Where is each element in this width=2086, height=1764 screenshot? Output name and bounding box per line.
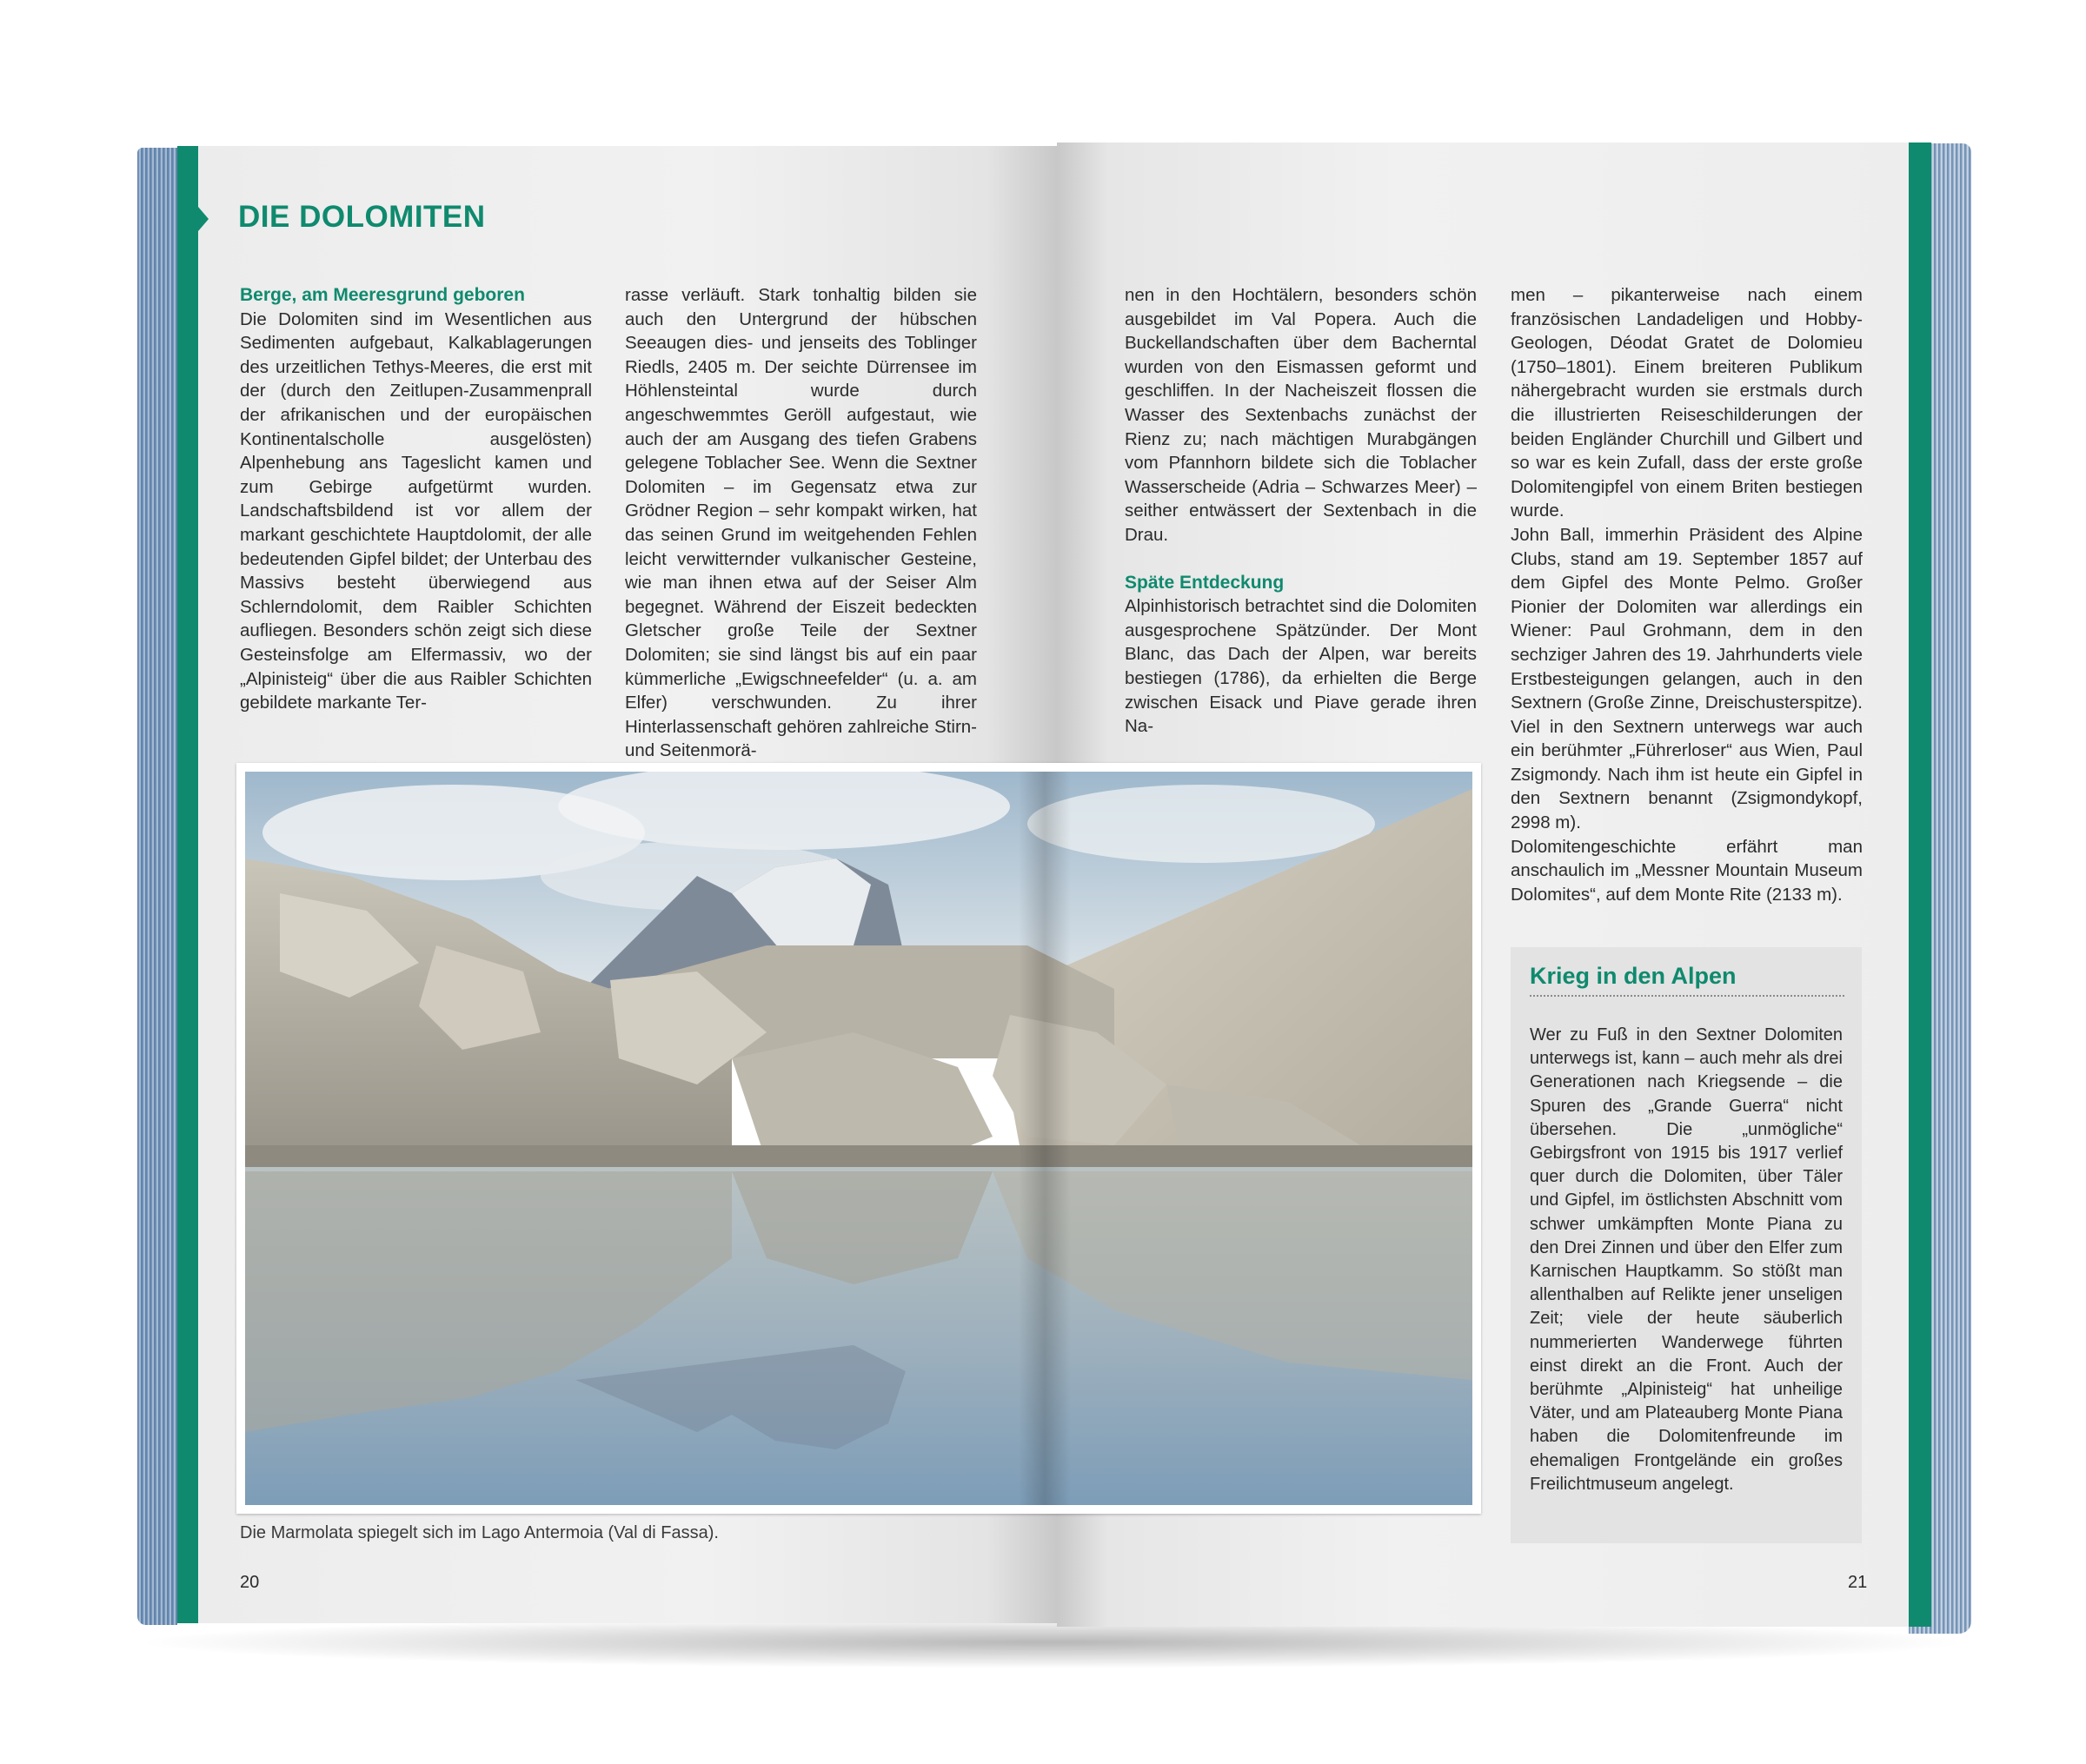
body-text-col1: Die Dolomiten sind im Wesentlichen aus Sedimenten aufgebaut, Kalkablagerungen des urzeitlichen Tethys-Meeres, die erst mit der (durch den Zeitlupen-Zusammenprall der afrikanischen und der europäischen Kontinentalscholle ausgelösten) Alpenhebung ans Tageslicht kamen und zum Gebirge aufgetürmt wurden. Landschaftsbildend ist vor allem der markant geschichtete Hauptdolomit, der alle bedeutenden Gipfel bildet; der Unterbau des Massivs besteht überwiegend aus Schlerndolomit, dem Raibler Schichten aufliegen. Besonders schön zeigt sich diese Gesteinsfolge am Elfermassiv, wo der „Alpinisteig“ über die aus Raibler Schichten gebildete markante Ter- (240, 308, 592, 713)
body-text-col4-para2: John Ball, immerhin Präsident des Alpine Clubs, stand am 19. September 1857 auf dem Gipfel des Monte Pelmo. Großer Pionier der Dolomiten war allerdings ein Wiener: Paul Grohmann, dem in den sechziger Jahren des 19. Jahrhunderts viele Erstbesteigungen gelangen, auch in den Sextnern (Große Zinne, Dreischusterspitze). Viel in den Sextnern unterwegs war auch ein berühmter „Führerloser“ aus Wien, Paul Zsigmondy. Nach ihm ist heute ein Gipfel in den Sextnern benannt (Zsigmondykopf, 2998 m). (1511, 524, 1863, 833)
body-text-col4-para1: men – pikanterweise nach einem französischen Landadeligen und Hobby-Geologen, Déodat Gratet de Dolomieu (1750–1801). Einem breiteren Publikum nähergebracht wurden sie erstmals durch die illustrierten Reiseschilderungen der beiden Engländer Churchill und Gilbert und so war es kein Zufall, dass der erste große Dolomitengipfel von einem Briten bestiegen wurde. (1511, 285, 1863, 521)
body-text-col3-part2: Alpinhistorisch betrachtet sind die Dolomiten ausgesprochene Spätzünder. Der Mont Blanc, das Dach der Alpen, war bereits bestiegen (1786), da erhielten die Berge zwischen Eisack und Piave gerade ihren Na- (1125, 596, 1477, 737)
body-text-col4-para3: Dolomitengeschichte erfährt man anschaulich im „Messner Mountain Museum Dolomites“, auf dem Monte Rite (2133 m). (1511, 836, 1863, 905)
body-text-col2: rasse verläuft. Stark tonhaltig bilden sie auch den Untergrund der hübschen Seeaugen dies- und jenseits des Toblinger Riedls, 2405 m. Der seichte Dürrensee im Höhlensteintal wurde durch angeschwemmtes Geröll aufgestaut, wie auch der am Ausgang des tiefen Grabens gelegene Toblacher See. Wenn die Sextner Dolomiten – im Gegensatz etwa zur Grödner Region – sehr kompakt wirken, hat das seinen Grund im weitgehenden Fehlen leicht verwitternder vulkanischer Gesteine, wie man ihnen etwa auf der Seiser Alm begegnet. Während der Eiszeit bedeckten Gletscher große Teile der Sextner Dolomiten; sie sind längst bis auf ein paar kümmerliche „Ewigschneefelder“ (u. a. am Elfer) verschwunden. Zu ihrer Hinterlassenschaft gehören zahlreiche Stirn- und Seitenmorä- (625, 285, 977, 761)
right-accent-band (1909, 143, 1931, 1627)
subheading-berge: Berge, am Meeresgrund geboren (240, 285, 525, 305)
infobox-title: Krieg in den Alpen (1530, 963, 1844, 997)
infobox-krieg-in-den-alpen (1511, 947, 1862, 1543)
lake-reflection-photo (245, 772, 1472, 1505)
chapter-title: DIE DOLOMITEN (238, 200, 486, 234)
subheading-spaete-entdeckung: Späte Entdeckung (1125, 572, 1285, 593)
title-marker-icon (198, 207, 209, 231)
landscape-illustration (245, 772, 1472, 1505)
infobox-text: Wer zu Fuß in den Sextner Dolomiten unterwegs ist, kann – auch mehr als drei Generationen nach Kriegsende – die Spuren des „Grande Guerra“ nicht übersehen. Die „unmögliche“ Gebirgsfront von 1915 bis 1917 verlief quer durch die Dolomiten, über Täler und Gipfel, im östlichsten Abschnitt vom schwer umkämpften Monte Piana zu den Drei Zinnen und über den Elfer zum Karnischen Hauptkamm. So stößt man allenthalben auf Relikte jener unseligen Zeit; viele der heute säuberlich nummerierten Wanderwege führten einst direkt an die Front. Auch der berühmte „Alpinisteig“ hat unheilige Väter, und am Plateauberg Monte Piana haben die Dolomitenfreunde im ehemaligen Frontgelände ein großes Freilichtmuseum angelegt. (1530, 1025, 1843, 1494)
body-text-col3-part1: nen in den Hochtälern, besonders schön ausgebildet im Val Popera. Auch die Buckellandschaften über dem Bacherntal wurden von den Eismassen geformt und geschliffen. In der Nacheiszeit flossen die Wasser des Sextenbachs zunächst der Rienz zu; nach mächtigen Murabgängen vom Pfannhorn bildete sich die Toblacher Wasserscheide (Adria – Schwarzes Meer) – seither entwässert der Sextenbach in die Drau. (1125, 285, 1477, 545)
left-accent-band (177, 146, 198, 1623)
text-column-1 (240, 283, 592, 715)
page-number-right: 21 (1848, 1573, 1868, 1592)
text-column-3 (1125, 283, 1477, 739)
photo-caption: Die Marmolata spiegelt sich im Lago Antermoia (Val di Fassa). (240, 1523, 719, 1542)
page-number-left: 20 (240, 1573, 260, 1592)
text-column-2 (625, 283, 977, 763)
text-column-4 (1511, 283, 1863, 906)
left-page-edges (137, 148, 177, 1625)
